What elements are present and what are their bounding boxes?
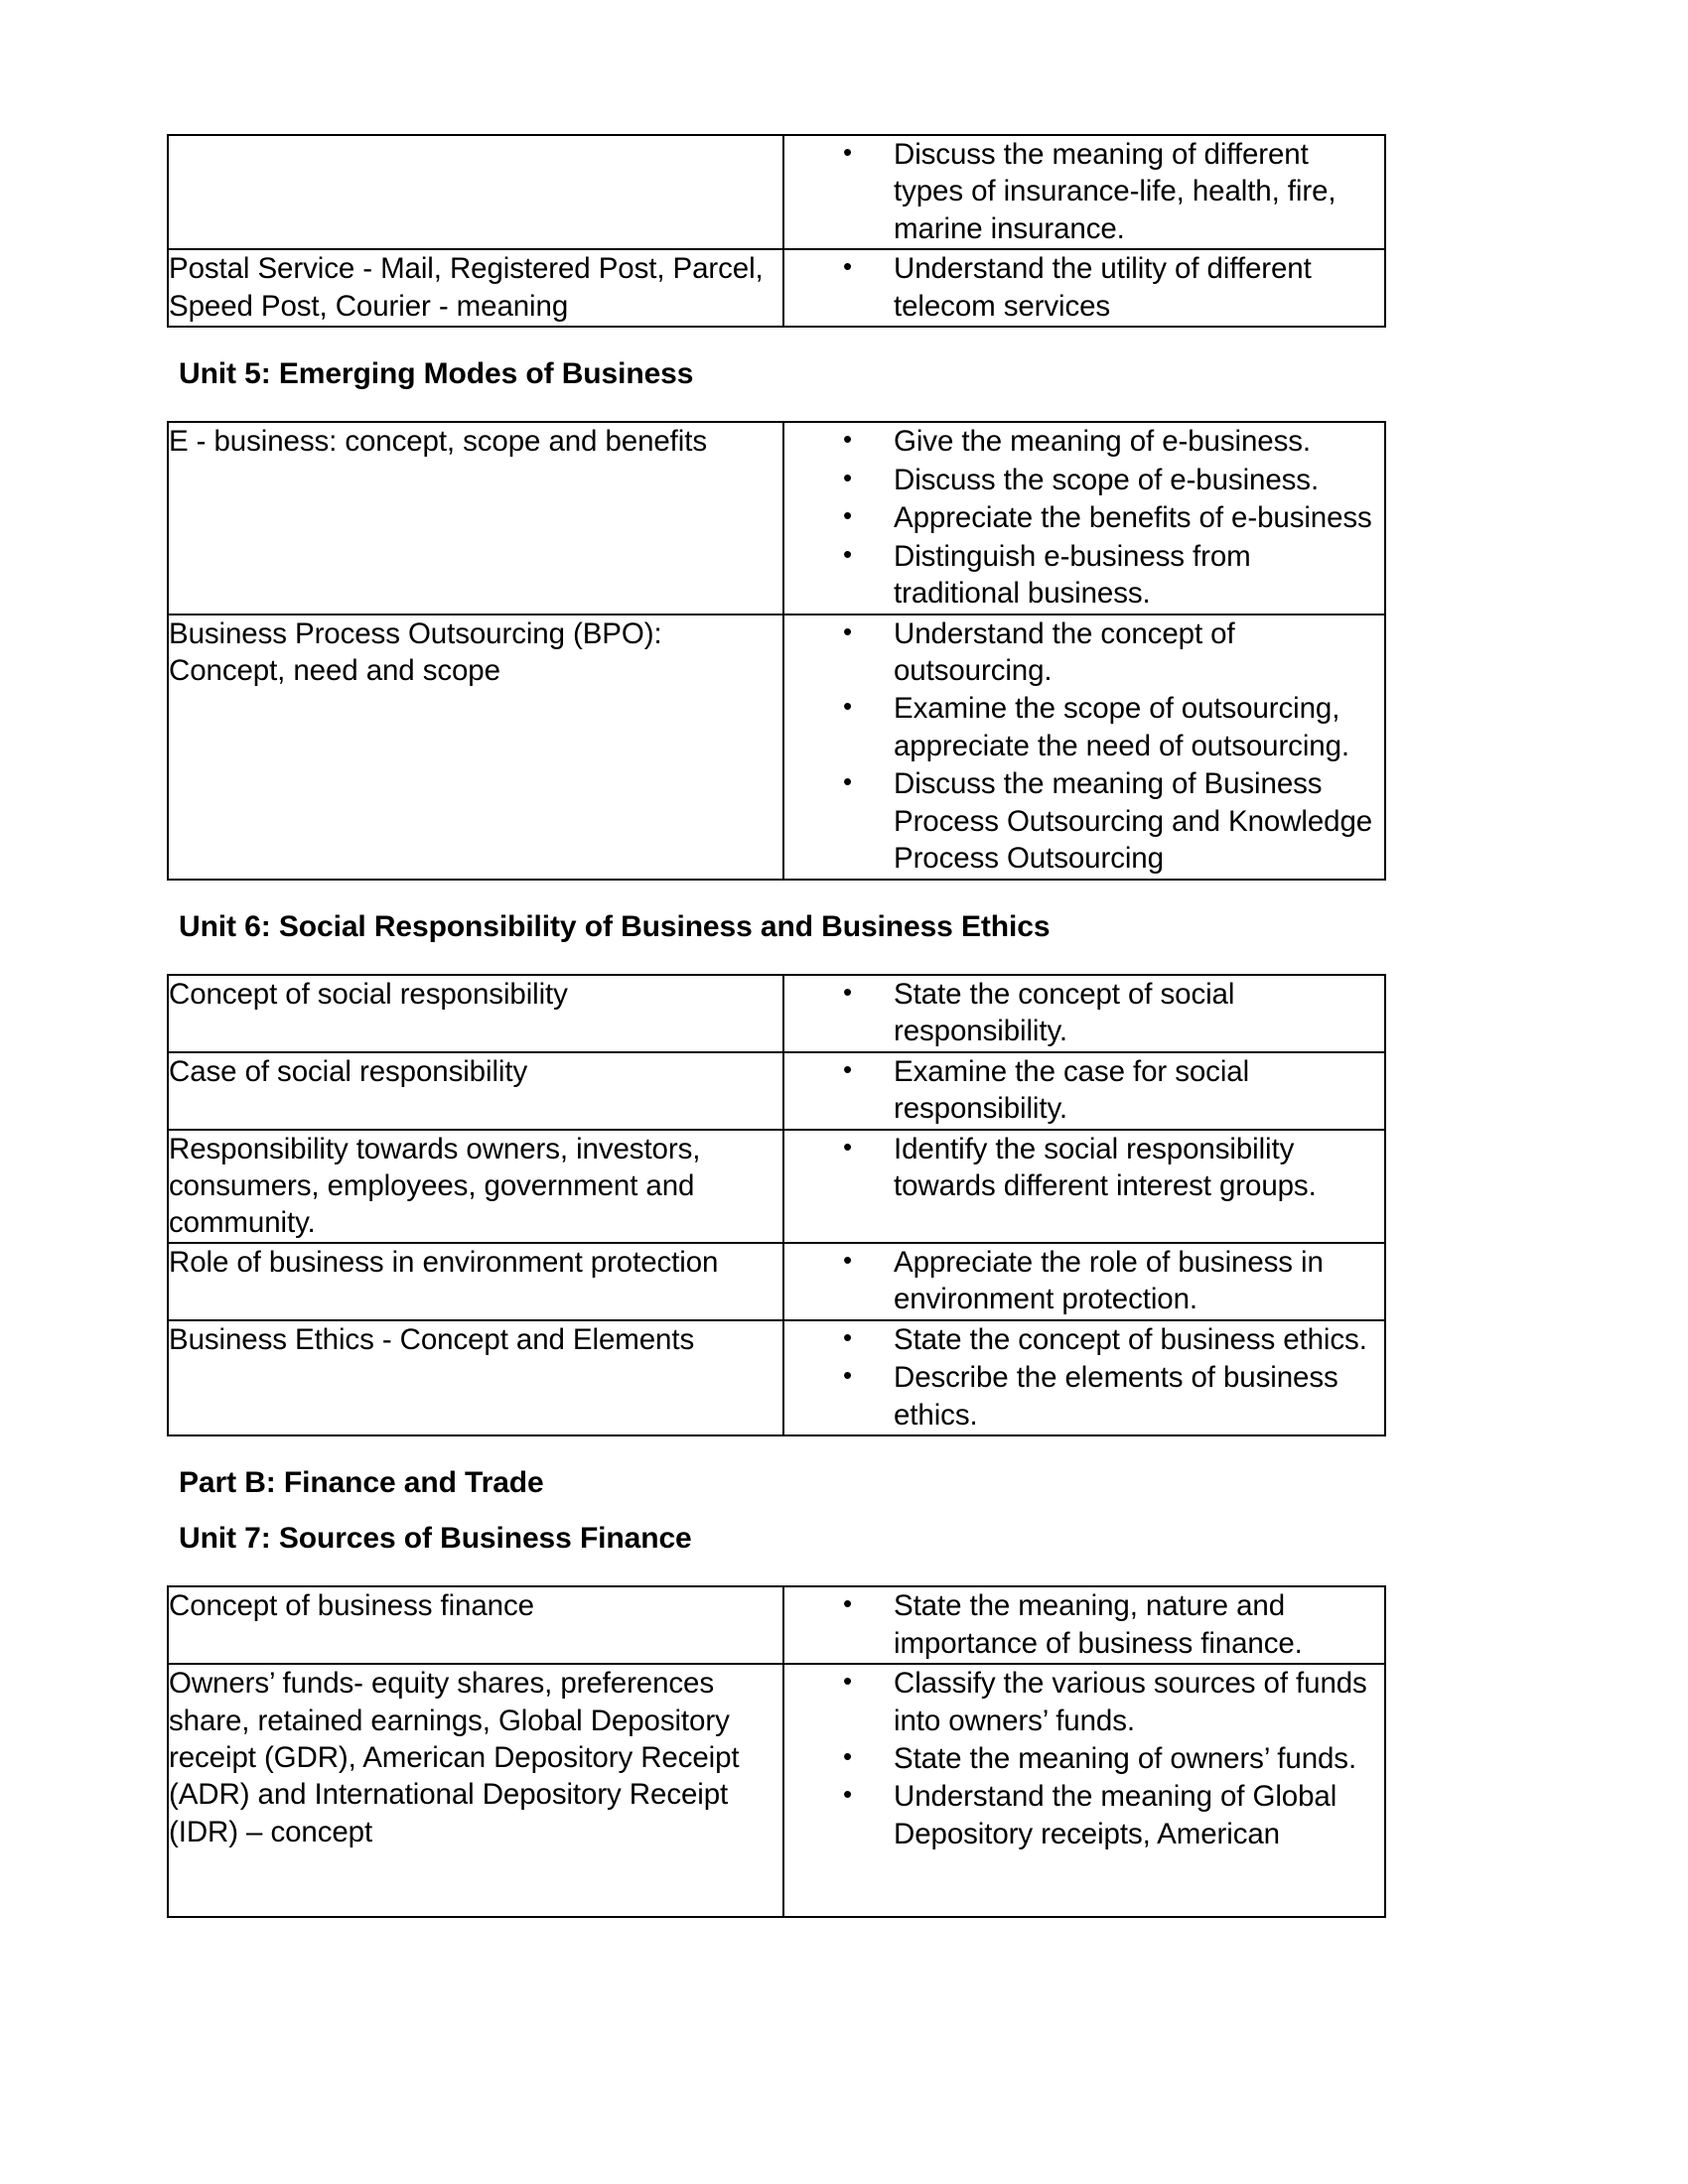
table-row: [168, 1243, 1385, 1320]
topic-cell: [168, 1664, 783, 1917]
topic-text: Role of business in environment protection: [169, 1245, 719, 1279]
objectives-list: [784, 615, 1384, 878]
list-item: • Discuss the scope of e-business.: [784, 462, 1384, 498]
objectives-list: [784, 1665, 1384, 1852]
topic-text: Business Ethics - Concept and Elements: [169, 1322, 695, 1356]
objectives-cell: [783, 614, 1385, 880]
topic-cell: [168, 135, 783, 249]
list-item: • Discuss the meaning of Business Process Outsourcing and Knowledge Process Outsourcing: [784, 765, 1384, 877]
objectives-list: [784, 1131, 1384, 1205]
list-item: • Distinguish e-business from traditional business.: [784, 538, 1384, 613]
list-item: • Identify the social responsibility towards different interest groups.: [784, 1131, 1384, 1205]
table-row: [168, 135, 1385, 249]
table-row: [168, 1664, 1385, 1917]
list-item: • Give the meaning of e-business.: [784, 423, 1384, 460]
topic-text: Concept of business finance: [169, 1589, 534, 1623]
heading-part-b: Part B: Finance and Trade: [179, 1466, 544, 1500]
objectives-cell: [783, 1664, 1385, 1917]
list-item: • Classify the various sources of funds into owners’ funds.: [784, 1665, 1384, 1739]
table-row: [168, 975, 1385, 1052]
objectives-cell: [783, 1130, 1385, 1243]
list-item: • Appreciate the benefits of e-business: [784, 499, 1384, 536]
table-row: [168, 1130, 1385, 1243]
objectives-list: [784, 1321, 1384, 1433]
list-item: • Describe the elements of business ethics.: [784, 1359, 1384, 1433]
objectives-cell: [783, 1586, 1385, 1664]
objectives-cell: [783, 1243, 1385, 1320]
objectives-cell: [783, 422, 1385, 614]
topic-cell: [168, 614, 783, 880]
topic-text: Owners’ funds- equity shares, preferences share, retained earnings, Global Depository receipt (GDR), American Depository Receipt (ADR) and International Depository Receipt (IDR) – concept: [169, 1667, 740, 1848]
list-item: • State the concept of social responsibility.: [784, 976, 1384, 1050]
list-item: • Discuss the meaning of different types of insurance-life, health, fire, marine insurance.: [784, 136, 1384, 247]
objectives-list: [784, 1053, 1384, 1128]
topic-cell: [168, 422, 783, 614]
topic-cell: [168, 1130, 783, 1243]
table-unit7: [167, 1585, 1386, 1918]
table-row: [168, 1320, 1385, 1435]
topic-text: Responsibility towards owners, investors, consumers, employees, government and community.: [169, 1132, 701, 1240]
table-unit6: [167, 974, 1386, 1436]
objectives-list: [784, 976, 1384, 1050]
table-row: [168, 422, 1385, 614]
objectives-cell: [783, 1052, 1385, 1130]
heading-unit-7: Unit 7: Sources of Business Finance: [179, 1522, 692, 1556]
list-item: • Understand the concept of outsourcing.: [784, 615, 1384, 690]
list-item: • Examine the case for social responsibility.: [784, 1053, 1384, 1128]
topic-cell: [168, 249, 783, 327]
objectives-list: [784, 1587, 1384, 1662]
list-item: • State the meaning, nature and importance of business finance.: [784, 1587, 1384, 1662]
table-row: [168, 614, 1385, 880]
objectives-cell: [783, 135, 1385, 249]
list-item: • State the concept of business ethics.: [784, 1321, 1384, 1358]
topic-cell: [168, 1320, 783, 1435]
objectives-cell: [783, 249, 1385, 327]
topic-cell: [168, 1243, 783, 1320]
list-item: • State the meaning of owners’ funds.: [784, 1740, 1384, 1777]
table-row: [168, 1586, 1385, 1664]
topic-text: Postal Service - Mail, Registered Post, Parcel, Speed Post, Courier - meaning: [169, 252, 764, 323]
objectives-list: [784, 1244, 1384, 1318]
topic-text: Concept of social responsibility: [169, 977, 568, 1011]
heading-unit-5: Unit 5: Emerging Modes of Business: [179, 357, 694, 391]
objectives-cell: [783, 975, 1385, 1052]
list-item: • Understand the utility of different telecom services: [784, 250, 1384, 325]
topic-text: Business Process Outsourcing (BPO): Concept, need and scope: [169, 616, 662, 687]
table-unit4-continued: [167, 134, 1386, 328]
list-item: • Understand the meaning of Global Depository receipts, American: [784, 1778, 1384, 1852]
list-item: • Examine the scope of outsourcing, appreciate the need of outsourcing.: [784, 690, 1384, 764]
topic-cell: [168, 975, 783, 1052]
topic-cell: [168, 1052, 783, 1130]
topic-text: Case of social responsibility: [169, 1054, 528, 1088]
table-unit5: [167, 421, 1386, 880]
list-item: • Appreciate the role of business in environment protection.: [784, 1244, 1384, 1318]
topic-cell: [168, 1586, 783, 1664]
objectives-cell: [783, 1320, 1385, 1435]
syllabus-content: [167, 134, 1463, 1918]
objectives-list: [784, 250, 1384, 325]
objectives-list: [784, 136, 1384, 247]
objectives-list: [784, 423, 1384, 612]
topic-text: E - business: concept, scope and benefits: [169, 425, 707, 459]
table-row: [168, 1052, 1385, 1130]
heading-unit-6: Unit 6: Social Responsibility of Business and Business Ethics: [179, 909, 1051, 943]
table-row: [168, 249, 1385, 327]
